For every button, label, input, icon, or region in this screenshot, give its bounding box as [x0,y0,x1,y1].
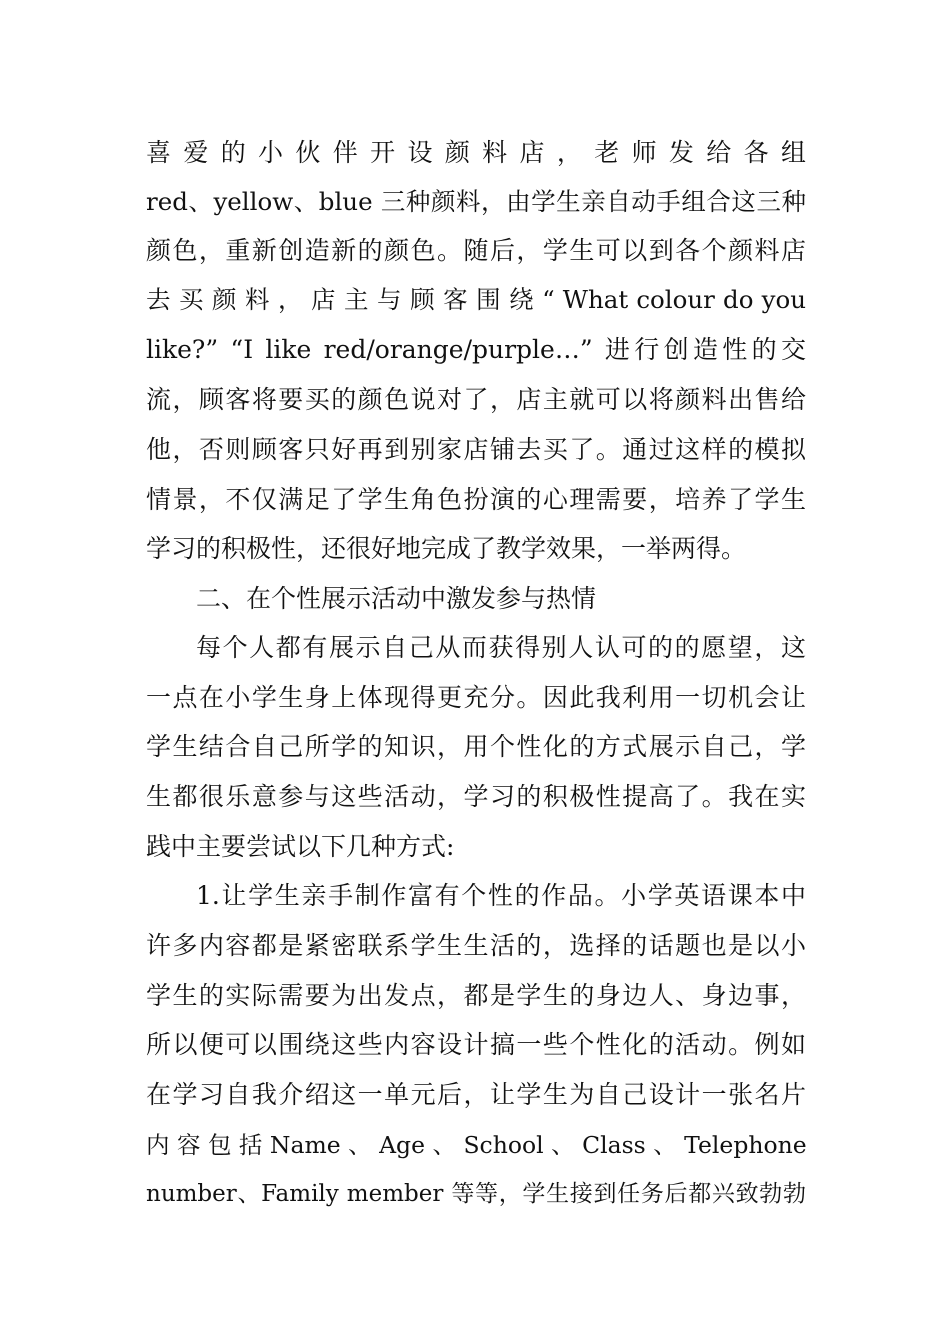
text-line: 去 买 颜 料 ， 店 主 与 顾 客 围 绕 “ What colour do you [146,285,806,314]
text-line: red、yellow、blue 三种颜料，由学生亲自动手组合这三种 [146,187,806,216]
text-line: 所以便可以围绕这些内容设计搞一些个性化的活动。例如 [146,1030,806,1059]
text-line: 学生结合自己所学的知识，用个性化的方式展示自己，学 [146,732,806,761]
text-line: 践中主要尝试以下几种方式: [146,832,455,861]
text-line: 流，顾客将要买的颜色说对了，店主就可以将颜料出售给 [146,385,806,414]
text-line: 每个人都有展示自己从而获得别人认可的的愿望，这 [196,633,806,662]
text-line: 一点在小学生身上体现得更充分。因此我利用一切机会让 [146,683,806,712]
text-line: 1.让学生亲手制作富有个性的作品。小学英语课本中 [196,881,806,910]
text-line: 学生的实际需要为出发点，都是学生的身边人、身边事， [146,981,806,1010]
text-line: like?” “I like red/orange/purple…” 进行创造性的交 [146,335,806,364]
section-heading: 二、在个性展示活动中激发参与热情 [196,584,597,613]
text-line: 喜 爱 的 小 伙 伴 开 设 颜 料 店 ， 老 师 发 给 各 组 [146,138,806,167]
text-line: 学习的积极性，还很好地完成了教学效果，一举两得。 [146,534,747,563]
text-line: number、Family member 等等，学生接到任务后都兴致勃勃 [146,1181,806,1207]
text-line: 在学习自我介绍这一单元后，让学生为自己设计一张名片 [146,1080,806,1109]
text-line: 许多内容都是紧密联系学生生活的，选择的话题也是以小 [146,931,806,960]
text-line: 情景，不仅满足了学生角色扮演的心理需要，培养了学生 [146,485,806,514]
text-line: 颜色，重新创造新的颜色。随后，学生可以到各个颜料店 [146,236,806,265]
text-line: 他，否则顾客只好再到别家店铺去买了。通过这样的模拟 [146,435,806,464]
text-line: 生都很乐意参与这些活动，学习的积极性提高了。我在实 [146,782,806,811]
text-line: 内 容 包 括 Name 、 Age 、 School 、 Class 、 Telephone [146,1131,807,1159]
